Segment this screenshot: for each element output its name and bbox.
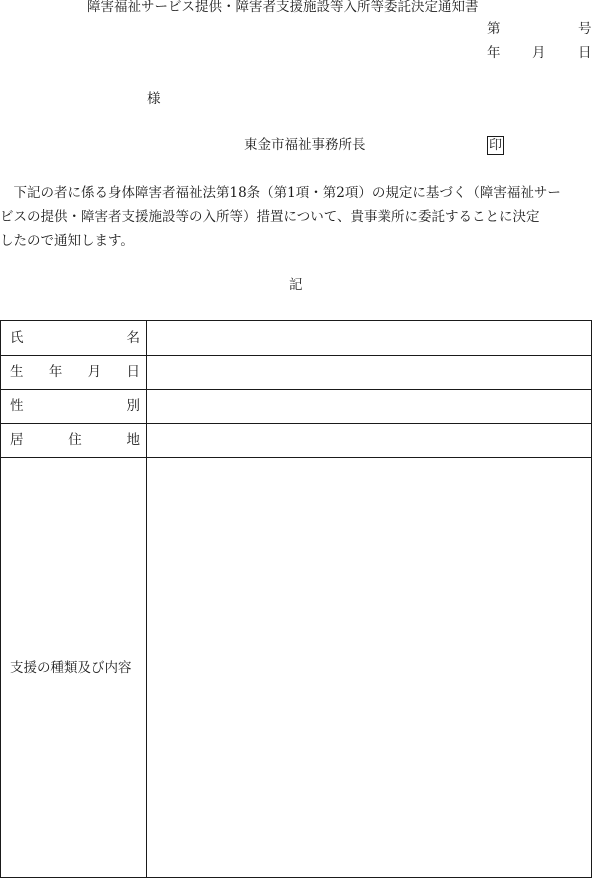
notice-body [0, 181, 593, 253]
seal-mark: 印 [488, 138, 502, 153]
number-suffix: 号 [578, 21, 592, 37]
body-line: 下記の者に係る身体障害者福祉法第18条（第1項・第2項）の規定に基づく（障害福祉サー [0, 185, 561, 201]
addressee-suffix: 様 [147, 91, 161, 107]
date-month-label: 月 [532, 45, 546, 61]
table-row-birthdate [1, 356, 591, 390]
table-row-name [1, 321, 591, 356]
document-title: 障害福祉サービス提供・障害者支援施設等入所等委託決定通知書 [87, 0, 479, 15]
table-row-address [1, 424, 591, 458]
body-line: ビスの提供・障害者支援施設等の入所等）措置について、貴事業所に委託することに決定 [0, 209, 540, 225]
sex-label: 性 別 [10, 398, 140, 414]
document-date-line [487, 47, 591, 63]
body-line: したので通知します。 [0, 233, 134, 249]
ki-heading: 記 [289, 277, 303, 293]
birthdate-label: 生 年 月 日 [10, 364, 140, 380]
date-year-label: 年 [487, 45, 501, 61]
table-row-support [1, 458, 591, 877]
date-day-label: 日 [578, 45, 592, 61]
issuer-name: 東金市福祉事務所長 [244, 137, 366, 153]
details-table [0, 320, 592, 878]
support-label: 支援の種類及び内容 [10, 660, 132, 676]
document-number-line [487, 23, 591, 39]
number-prefix: 第 [487, 21, 501, 37]
table-row-sex [1, 390, 591, 424]
address-label: 居 住 地 [10, 432, 140, 448]
name-label: 氏 名 [10, 330, 140, 346]
